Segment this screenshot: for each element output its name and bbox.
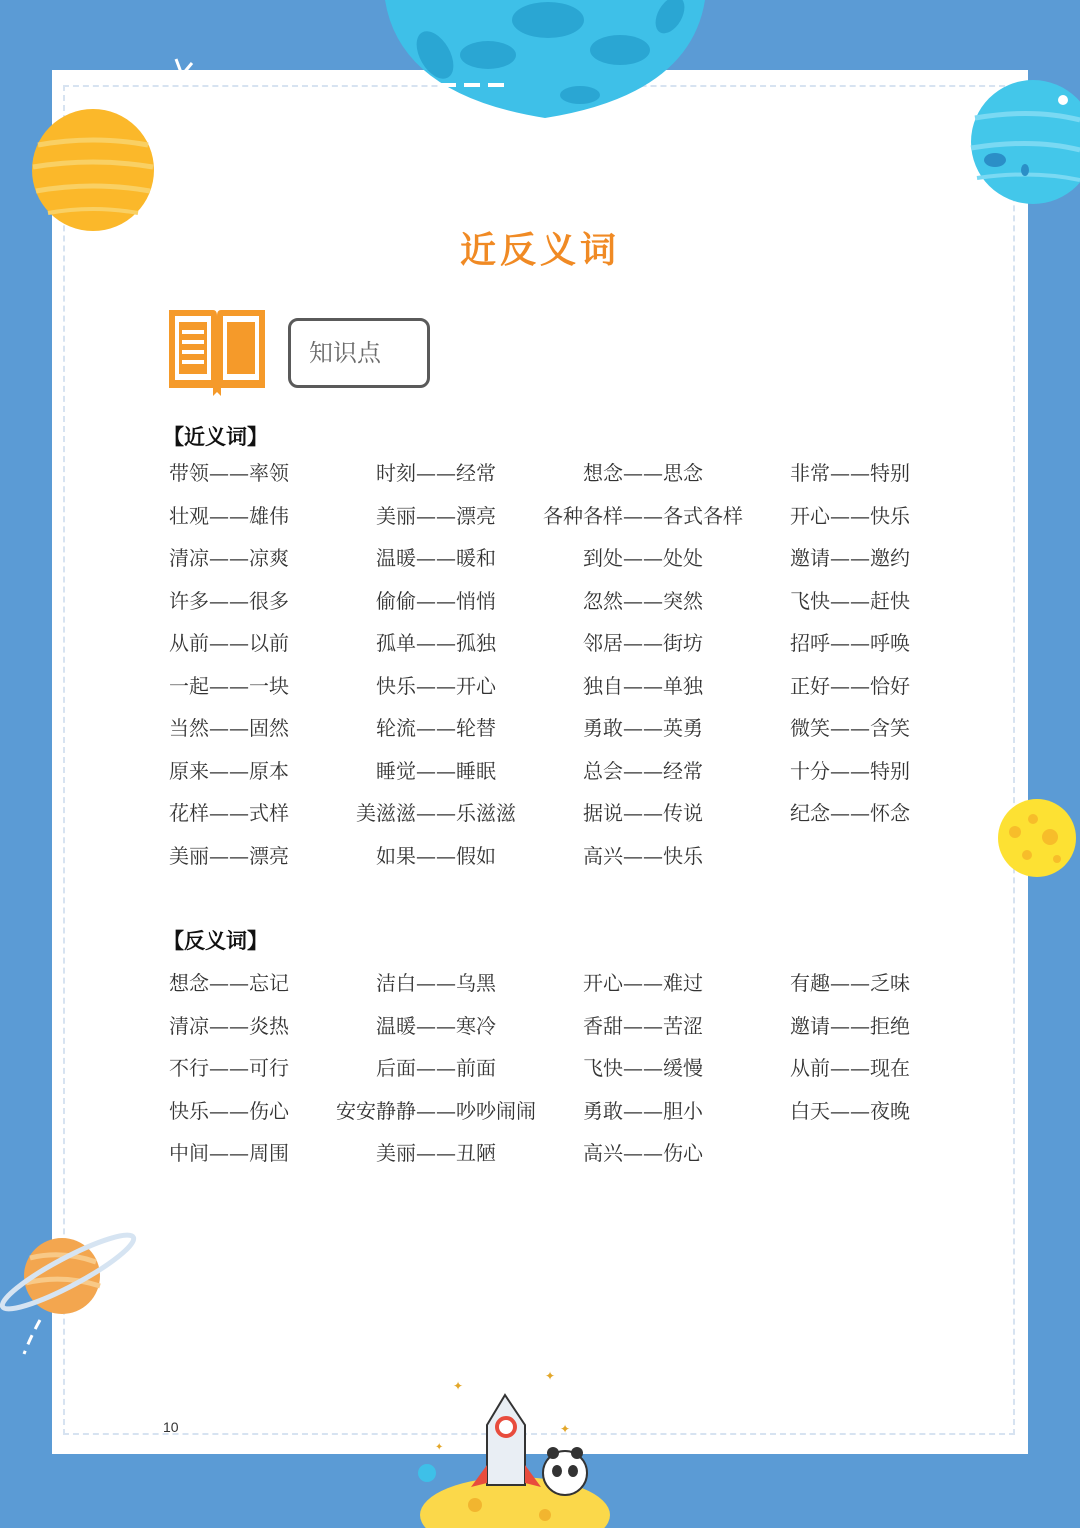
word-pair: 开心——快乐 bbox=[790, 503, 910, 528]
star-sparkle-icon bbox=[168, 55, 198, 85]
word-pair: 安安静静——吵吵闹闹 bbox=[336, 1098, 536, 1123]
word-pair: 洁白——乌黑 bbox=[376, 971, 496, 995]
blue-planet-icon bbox=[965, 78, 1080, 210]
synonyms-heading: 【近义词】 bbox=[163, 424, 268, 449]
word-pair: 勇敢——胆小 bbox=[583, 1098, 703, 1123]
word-pair: 温暖——暖和 bbox=[376, 546, 496, 570]
word-pair: 偷偷——悄悄 bbox=[376, 588, 496, 613]
word-pair: 快乐——伤心 bbox=[169, 1098, 289, 1123]
word-pair: 如果——假如 bbox=[376, 843, 496, 868]
word-pair: 十分——特别 bbox=[790, 758, 910, 783]
word-pair: 美滋滋——乐滋滋 bbox=[356, 801, 516, 825]
word-pair: 高兴——快乐 bbox=[583, 843, 703, 868]
word-pair: 壮观——雄伟 bbox=[169, 503, 289, 528]
moon-planet-icon bbox=[380, 0, 710, 125]
book-icon bbox=[165, 302, 269, 396]
word-pair: 快乐——开心 bbox=[376, 673, 496, 698]
word-pair: 美丽——丑陋 bbox=[376, 1141, 496, 1165]
word-pair: 总会——经常 bbox=[583, 758, 703, 783]
word-pair: 想念——思念 bbox=[583, 461, 703, 485]
word-pair: 据说——传说 bbox=[583, 801, 703, 825]
page-title: 近反义词 bbox=[459, 229, 620, 271]
word-pair: 中间——周围 bbox=[169, 1141, 289, 1165]
word-pair: 从前——现在 bbox=[790, 1056, 910, 1080]
svg-text:✦: ✦ bbox=[453, 1379, 464, 1393]
word-pair: 飞快——赶快 bbox=[790, 588, 910, 613]
word-pair: 微笑——含笑 bbox=[790, 716, 910, 740]
word-pair: 高兴——伤心 bbox=[583, 1141, 703, 1165]
word-pair: 原来——原本 bbox=[169, 758, 289, 783]
word-pair: 孤单——孤独 bbox=[376, 631, 496, 655]
word-pair: 开心——难过 bbox=[583, 971, 703, 995]
word-pair: 轮流——轮替 bbox=[376, 716, 496, 740]
word-pair: 正好——恰好 bbox=[790, 673, 910, 698]
word-pair: 花样——式样 bbox=[169, 801, 289, 825]
word-pair: 美丽——漂亮 bbox=[376, 503, 496, 528]
word-pair: 清凉——炎热 bbox=[169, 1013, 289, 1038]
word-pair: 白天——夜晚 bbox=[790, 1098, 910, 1123]
word-pair: 邀请——邀约 bbox=[790, 546, 910, 570]
word-pair: 从前——以前 bbox=[169, 631, 289, 655]
word-pair: 许多——很多 bbox=[169, 588, 289, 613]
word-pair: 招呼——呼唤 bbox=[790, 631, 910, 655]
word-pair: 温暖——寒冷 bbox=[376, 1013, 496, 1038]
page-number: 10 bbox=[163, 1419, 179, 1435]
word-pair: 到处——处处 bbox=[583, 546, 703, 570]
yellow-planet-icon bbox=[30, 105, 160, 235]
word-pair: 想念——忘记 bbox=[169, 971, 289, 995]
svg-text:✦: ✦ bbox=[435, 1442, 444, 1453]
word-pair: 时刻——经常 bbox=[376, 461, 496, 485]
word-pair: 忽然——突然 bbox=[583, 588, 703, 613]
word-pair: 勇敢——英勇 bbox=[583, 716, 703, 740]
svg-text:✦: ✦ bbox=[545, 1369, 556, 1383]
word-pair: 后面——前面 bbox=[376, 1056, 496, 1080]
word-pair: 香甜——苦涩 bbox=[583, 1013, 703, 1038]
ringed-planet-icon bbox=[0, 1228, 140, 1358]
knowledge-point-label: 知识点 bbox=[288, 318, 430, 388]
word-pair: 非常——特别 bbox=[790, 461, 910, 485]
svg-text:✦: ✦ bbox=[560, 1422, 571, 1436]
word-pair: 有趣——乏味 bbox=[790, 971, 910, 995]
word-pair: 独自——单独 bbox=[583, 673, 703, 698]
antonyms-heading: 【反义词】 bbox=[163, 928, 268, 953]
word-pair: 带领——率领 bbox=[169, 461, 289, 485]
word-pair: 邀请——拒绝 bbox=[790, 1013, 910, 1038]
word-pair: 当然——固然 bbox=[169, 716, 289, 740]
word-pair: 邻居——街坊 bbox=[583, 631, 703, 655]
word-pair: 睡觉——睡眠 bbox=[376, 758, 496, 783]
word-pair: 清凉——凉爽 bbox=[169, 546, 289, 570]
word-pair: 美丽——漂亮 bbox=[169, 843, 289, 868]
word-pair: 纪念——怀念 bbox=[790, 801, 910, 825]
yellow-moon-icon bbox=[995, 797, 1080, 879]
word-pair: 飞快——缓慢 bbox=[583, 1056, 703, 1080]
rocket-panda-illustration bbox=[405, 1365, 615, 1528]
word-pair: 不行——可行 bbox=[169, 1056, 289, 1080]
word-pair: 各种各样——各式各样 bbox=[543, 503, 743, 528]
word-pair: 一起——一块 bbox=[169, 673, 289, 698]
